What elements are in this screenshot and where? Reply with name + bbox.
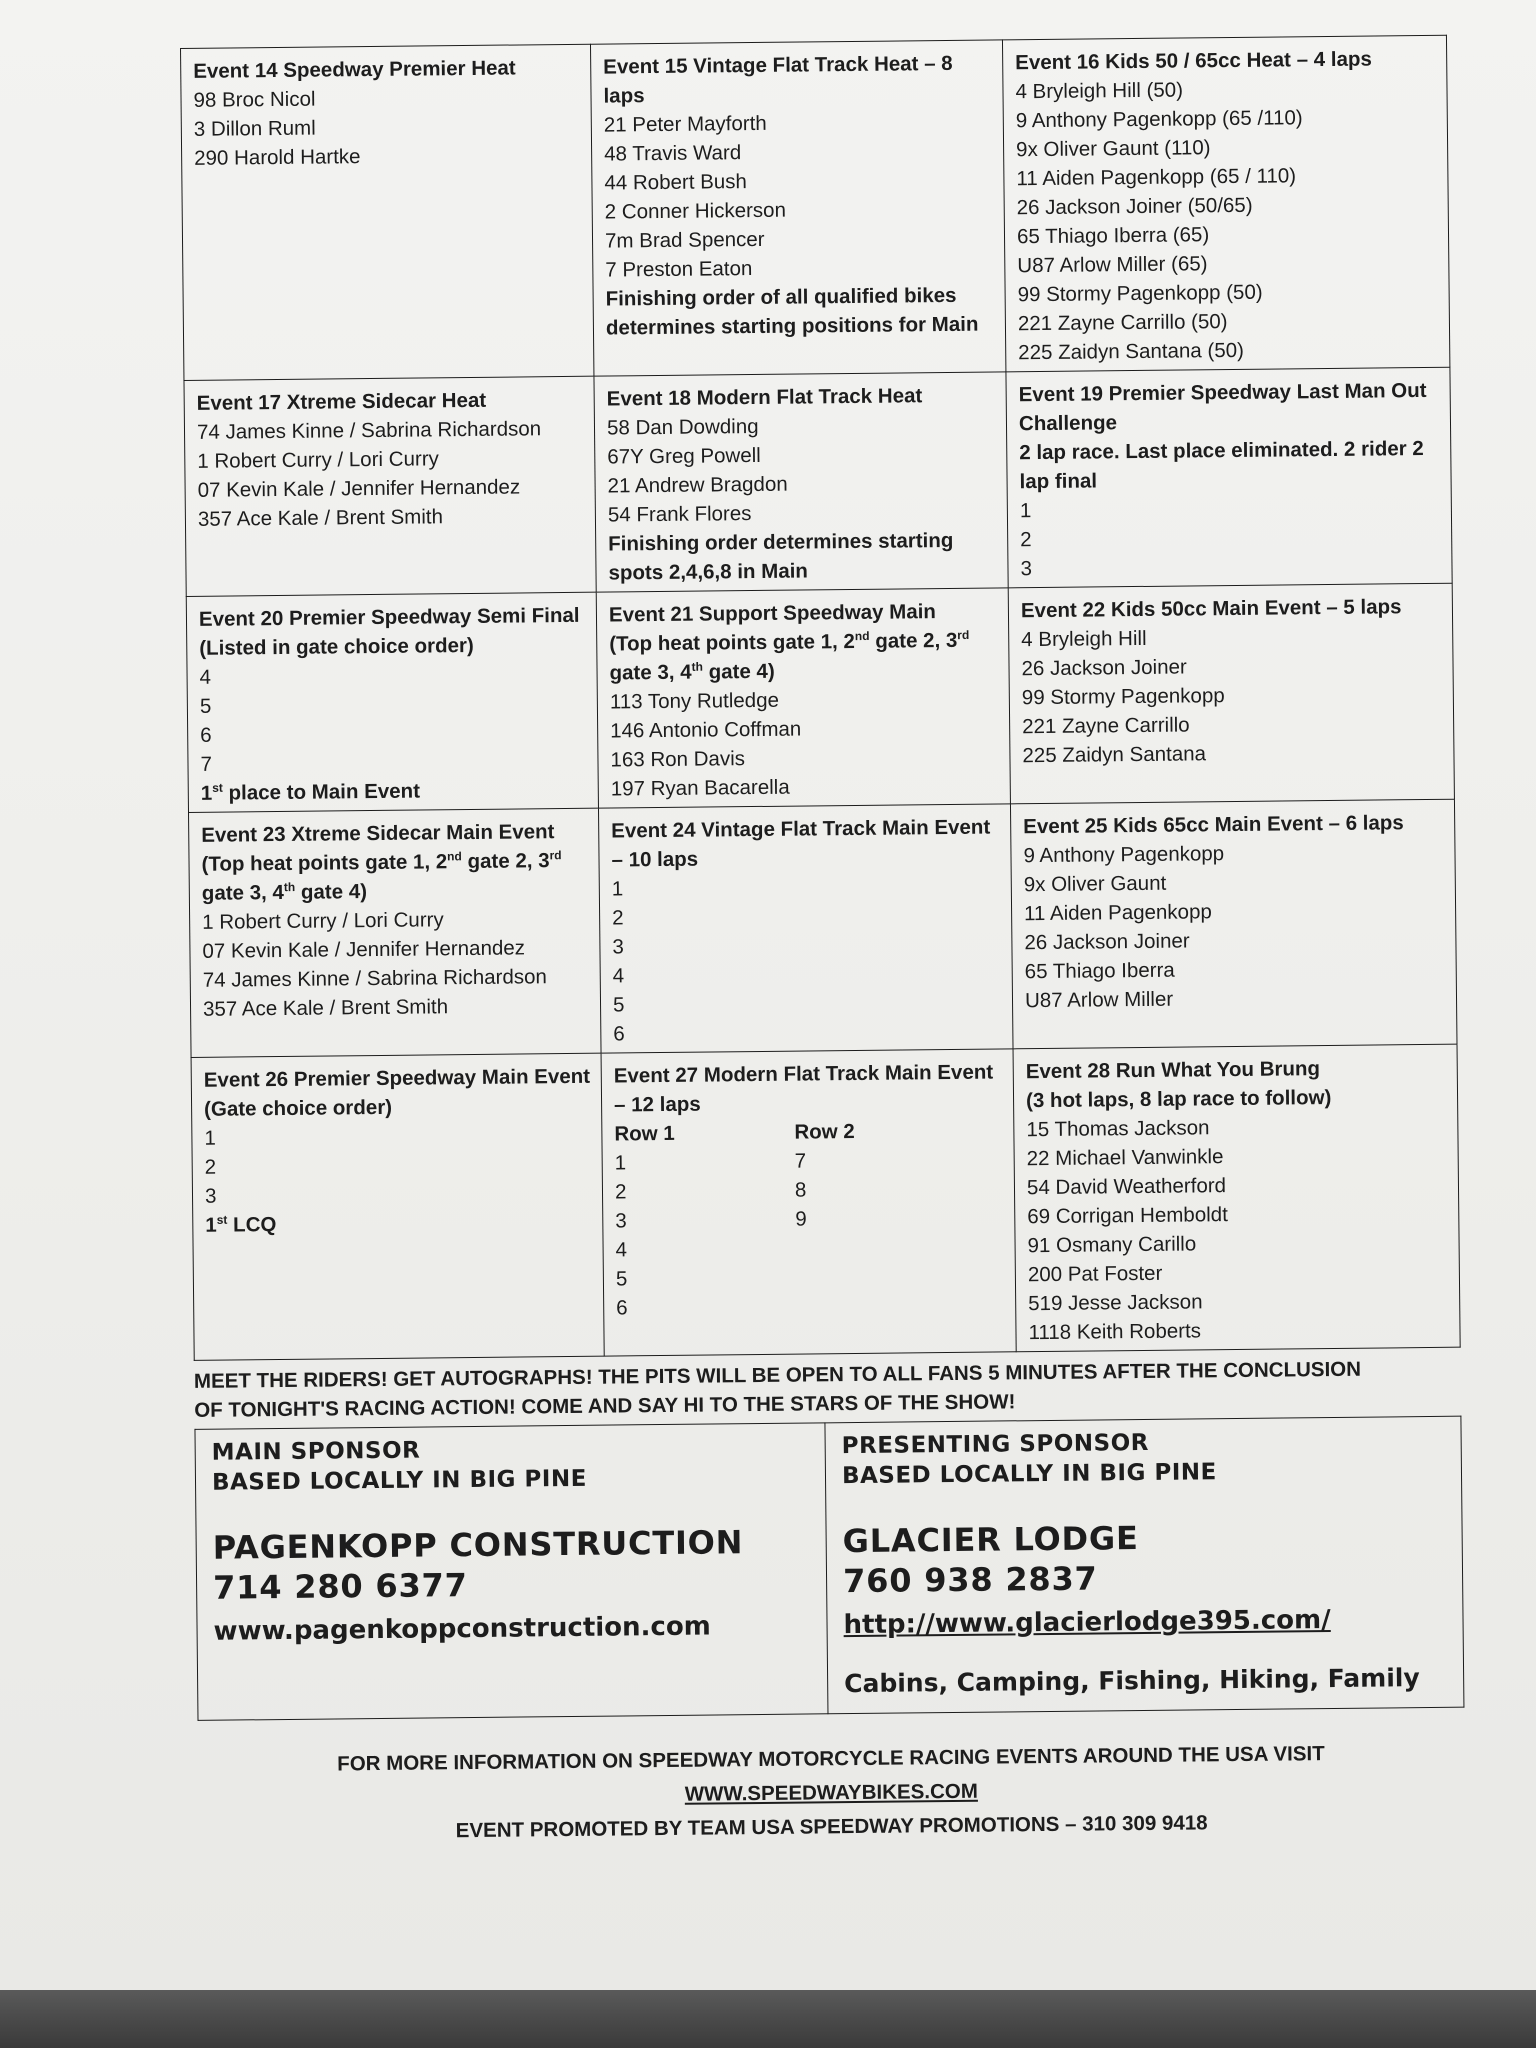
rider-entry: 4 Bryleigh Hill (50) <box>1015 78 1184 104</box>
rider-entry: 146 Antonio Coffman <box>610 717 802 743</box>
rider-entry: 07 Kevin Kale / Jennifer Hernandez <box>202 936 526 963</box>
position-entry: 7 <box>200 752 213 776</box>
event-title: Event 28 Run What You Brung <box>1025 1057 1321 1084</box>
sponsor-tagline: Cabins, Camping, Fishing, Hiking, Family <box>844 1663 1420 1699</box>
note-text: place to Main Event <box>228 779 421 805</box>
event-card <box>189 808 602 1057</box>
rider-entry: 26 Jackson Joiner (50/65) <box>1016 193 1253 220</box>
note-superscript: st <box>212 780 223 795</box>
note-superscript: nd <box>447 849 462 864</box>
rider-entry: 225 Zaidyn Santana (50) <box>1018 338 1245 365</box>
note-text: (Top heat points gate 1, 2 <box>201 850 448 876</box>
position-entry: 2 <box>204 1155 217 1179</box>
event-grid <box>180 35 1461 1361</box>
event-note: 2 lap race. Last place eliminated. 2 rider 2 lap final <box>1019 436 1424 494</box>
rider-entry: 3 Dillon Ruml <box>193 116 316 141</box>
rider-entry: 44 Robert Bush <box>604 170 748 195</box>
note-superscript: th <box>691 659 703 674</box>
rider-entry: 65 Thiago Iberra <box>1024 958 1175 984</box>
rider-entry: 22 Michael Vanwinkle <box>1026 1145 1224 1171</box>
event-card <box>1008 583 1454 804</box>
rider-entry: 519 Jesse Jackson <box>1028 1290 1203 1316</box>
event-card <box>1006 367 1452 588</box>
position-entry: 5 <box>199 694 212 718</box>
rider-entry: 11 Aiden Pagenkopp <box>1023 900 1212 926</box>
event-note: Finishing order determines starting spots 2,4,6,8 in Main <box>608 528 954 585</box>
rider-entry: U87 Arlow Miller <box>1024 987 1174 1013</box>
footer-info-text: FOR MORE INFORMATION ON SPEEDWAY MOTORCYCLE RACING EVENTS AROUND THE USA VISIT <box>337 1742 1325 1776</box>
position-entry: 6 <box>616 1296 628 1320</box>
position-entry: 6 <box>200 723 212 747</box>
rider-entry: 54 Frank Flores <box>607 502 752 527</box>
event-card <box>594 372 1008 592</box>
position-entry: 6 <box>613 1022 625 1046</box>
position-entry: 4 <box>199 665 212 689</box>
position-entry: 3 <box>615 1209 627 1233</box>
event-card <box>1010 799 1457 1049</box>
presenting-sponsor <box>825 1416 1464 1714</box>
rider-entry: 65 Thiago Iberra (65) <box>1016 223 1210 249</box>
rider-entry: 48 Travis Ward <box>604 141 742 166</box>
note-superscript: rd <box>957 627 970 643</box>
fan-meet-note: MEET THE RIDERS! GET AUTOGRAPHS! THE PITS WILL BE OPEN TO ALL FANS 5 MINUTES AFTER THE CONCLUSION OF TONIGHT'S RACING ACTION! COME AND SAY HI TO THE STARS OF THE SHOW! <box>193 1357 1362 1422</box>
event-card <box>184 376 596 596</box>
rider-entry: 7m Brad Spencer <box>604 227 765 253</box>
rider-entry: 113 Tony Rutledge <box>609 688 780 714</box>
row-2-column <box>794 1116 976 1321</box>
position-entry: 1 <box>614 1151 627 1175</box>
note-text: gate 4) <box>708 659 775 684</box>
rider-entry: 4 Bryleigh Hill <box>1021 626 1147 652</box>
sponsor-location: BASED LOCALLY IN BIG PINE <box>841 1459 1217 1490</box>
event-card <box>1013 1044 1460 1352</box>
rider-entry: 2 Conner Hickerson <box>604 198 787 224</box>
footer <box>198 1736 1465 1851</box>
note-text: gate 2, 3 <box>875 628 958 653</box>
note-text: gate 3, 4 <box>201 880 285 905</box>
rider-entry: 15 Thomas Jackson <box>1026 1116 1210 1142</box>
row-label: Row 2 <box>794 1119 855 1144</box>
position-entry: 1 <box>204 1126 216 1150</box>
rider-entry: 221 Zayne Carrillo (50) <box>1017 310 1228 336</box>
rider-entry: 7 Preston Eaton <box>605 257 753 282</box>
event-card <box>186 592 598 812</box>
rider-entry: 74 James Kinne / Sabrina Richardson <box>202 965 548 992</box>
event-subtitle: (Listed in gate choice order) <box>199 633 474 660</box>
sponsor-box <box>194 1416 1464 1721</box>
rider-entry: 290 Harold Hartke <box>194 145 361 170</box>
event-subtitle: (Gate choice order) <box>203 1095 393 1121</box>
event-title: Event 18 Modern Flat Track Heat <box>606 384 923 411</box>
event-title: Event 21 Support Speedway Main <box>608 600 937 627</box>
event-title: Event 23 Xtreme Sidecar Main Event <box>201 820 555 847</box>
row-1-column <box>614 1118 796 1323</box>
event-card <box>601 1049 1016 1356</box>
speedwaybikes-link[interactable]: WWW.SPEEDWAYBIKES.COM <box>684 1779 978 1806</box>
rider-entry: 357 Ace Kale / Brent Smith <box>202 995 449 1021</box>
rider-entry: 163 Ron Davis <box>610 747 746 772</box>
note-text: gate 3, 4 <box>609 660 692 685</box>
position-entry: 8 <box>794 1178 807 1202</box>
event-title: Event 14 Speedway Premier Heat <box>193 56 516 83</box>
rider-entry: 1118 Keith Roberts <box>1028 1319 1202 1345</box>
rider-entry: 91 Osmany Carillo <box>1027 1232 1197 1258</box>
position-entry: 3 <box>1020 557 1033 581</box>
gate-note <box>609 625 999 687</box>
event-card <box>1002 35 1449 372</box>
event-title: Event 24 Vintage Flat Track Main Event – 10 laps <box>611 815 991 872</box>
note-text: 1 <box>200 781 213 805</box>
event-card <box>598 804 1013 1053</box>
note-text: 1 <box>205 1213 217 1237</box>
rider-entry: 197 Ryan Bacarella <box>610 775 790 801</box>
event-note: Finishing order of all qualified bikes determines starting positions for Main <box>605 283 979 340</box>
footer-promoter: EVENT PROMOTED BY TEAM USA SPEEDWAY PROMOTIONS – 310 309 9418 <box>455 1811 1208 1843</box>
event-title: Event 26 Premier Speedway Main Event <box>203 1064 591 1092</box>
rider-entry: 1 Robert Curry / Lori Curry <box>197 447 439 473</box>
rider-entry: 21 Peter Mayforth <box>603 111 767 137</box>
rider-entry: 26 Jackson Joiner <box>1024 929 1190 955</box>
gate-note <box>201 846 589 908</box>
event-card <box>596 588 1010 808</box>
rider-entry: 9x Oliver Gaunt <box>1023 871 1167 897</box>
event-card <box>181 44 594 380</box>
position-entry: 4 <box>615 1238 628 1262</box>
note-text: LCQ <box>232 1213 277 1237</box>
sponsor-location: BASED LOCALLY IN BIG PINE <box>211 1465 587 1496</box>
sponsor-website-link[interactable]: http://www.glacierlodge395.com/ <box>843 1605 1331 1641</box>
note-superscript: nd <box>854 628 870 644</box>
position-entry: 2 <box>1020 528 1032 552</box>
event-note <box>205 1207 592 1240</box>
rider-entry: 9 Anthony Pagenkopp <box>1023 842 1225 868</box>
rider-entry: 54 David Weatherford <box>1026 1174 1227 1200</box>
event-note <box>201 775 588 808</box>
sponsor-phone: 714 280 6377 <box>212 1566 468 1607</box>
position-entry: 5 <box>612 993 625 1017</box>
row-label: Row 1 <box>614 1121 675 1146</box>
main-sponsor <box>195 1423 828 1721</box>
position-entry: 9 <box>795 1207 807 1231</box>
position-entry: 4 <box>612 964 625 988</box>
event-title: Event 15 Vintage Flat Track Heat – 8 laps <box>603 51 953 108</box>
rider-entry: 67Y Greg Powell <box>607 443 761 469</box>
event-program-page <box>180 35 1465 1851</box>
rider-entry: 200 Pat Foster <box>1027 1261 1163 1287</box>
sponsor-phone: 760 938 2837 <box>842 1559 1098 1601</box>
rider-entry: 99 Stormy Pagenkopp (50) <box>1017 280 1263 307</box>
event-title: Event 27 Modern Flat Track Main Event – 12 laps <box>613 1060 994 1117</box>
sponsor-name: PAGENKOPP CONSTRUCTION <box>212 1523 744 1567</box>
position-entry: 2 <box>614 1180 627 1204</box>
event-title: Event 22 Kids 50cc Main Event – 5 laps <box>1020 595 1402 623</box>
rider-entry: 1 Robert Curry / Lori Curry <box>202 908 444 934</box>
rider-entry: 11 Aiden Pagenkopp (65 / 110) <box>1016 164 1297 191</box>
rider-entry: 21 Andrew Bragdon <box>607 472 788 498</box>
rider-entry: 225 Zaidyn Santana <box>1022 742 1207 768</box>
event-title: Event 20 Premier Speedway Semi Final <box>198 603 580 631</box>
rider-entry: 26 Jackson Joiner <box>1021 655 1187 681</box>
rider-entry: 74 James Kinne / Sabrina Richardson <box>196 417 542 444</box>
rider-entry: 9x Oliver Gaunt (110) <box>1015 136 1211 162</box>
position-entry: 1 <box>1019 499 1032 523</box>
event-card <box>590 40 1005 376</box>
sponsor-website: www.pagenkoppconstruction.com <box>213 1611 711 1647</box>
rider-entry: 99 Stormy Pagenkopp <box>1021 684 1225 710</box>
event-card <box>191 1053 604 1360</box>
position-entry: 2 <box>612 906 624 930</box>
rider-entry: 98 Broc Nicol <box>193 87 316 112</box>
rider-entry: 07 Kevin Kale / Jennifer Hernandez <box>197 475 521 502</box>
note-text: gate 4) <box>300 880 368 904</box>
position-entry: 3 <box>612 935 624 959</box>
floor-background <box>0 1990 1536 2048</box>
rider-entry: 69 Corrigan Hemboldt <box>1027 1203 1228 1229</box>
starting-rows <box>614 1115 1005 1322</box>
position-entry: 7 <box>794 1149 807 1173</box>
note-superscript: rd <box>549 848 562 863</box>
event-title: Event 17 Xtreme Sidecar Heat <box>196 388 487 415</box>
event-title: Event 25 Kids 65cc Main Event – 6 laps <box>1023 811 1404 839</box>
event-subtitle: (3 hot laps, 8 lap race to follow) <box>1025 1086 1332 1113</box>
rider-entry: U87 Arlow Miller (65) <box>1017 252 1208 278</box>
sponsor-label: PRESENTING SPONSOR <box>841 1429 1150 1460</box>
note-superscript: st <box>216 1212 228 1227</box>
position-entry: 5 <box>615 1267 628 1291</box>
note-superscript: th <box>283 880 296 895</box>
rider-entry: 221 Zayne Carrillo <box>1022 713 1190 739</box>
rider-entry: 9 Anthony Pagenkopp (65 /110) <box>1015 106 1303 133</box>
position-entry: 3 <box>204 1184 217 1208</box>
sponsor-name: GLACIER LODGE <box>842 1519 1139 1561</box>
event-title: Event 19 Premier Speedway Last Man Out Challenge <box>1018 378 1427 436</box>
note-text: gate 2, 3 <box>467 849 550 874</box>
rider-entry: 357 Ace Kale / Brent Smith <box>197 505 444 531</box>
note-text: (Top heat points gate 1, 2 <box>609 629 856 656</box>
sponsor-label: MAIN SPONSOR <box>211 1437 421 1466</box>
event-title: Event 16 Kids 50 / 65cc Heat – 4 laps <box>1015 47 1372 75</box>
rider-entry: 58 Dan Dowding <box>606 414 759 440</box>
position-entry: 1 <box>611 877 624 901</box>
